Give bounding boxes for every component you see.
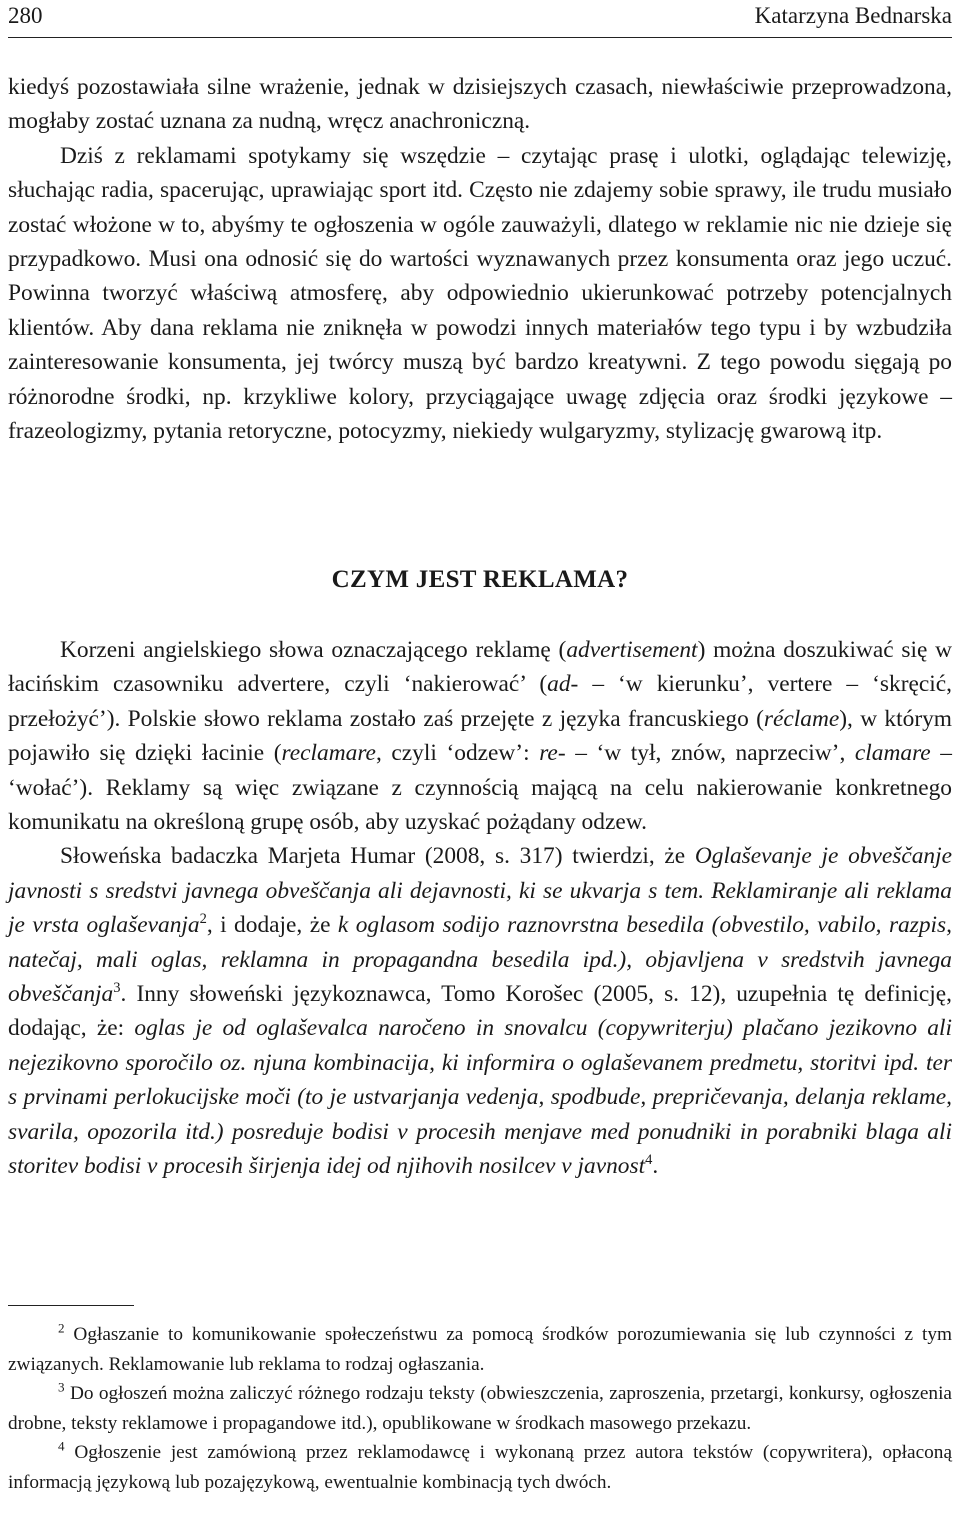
page-number: 280 xyxy=(8,3,43,28)
italic-term: reclamare xyxy=(281,740,376,767)
footnote xyxy=(8,1438,952,1497)
text-run: . xyxy=(652,1153,659,1180)
header-rule xyxy=(8,37,952,38)
paragraph: Dziś z reklamami spotykamy się wszędzie – czytając prasę i ulotki, oglądając telewizję, słuchając radia, spacerując, uprawiając sport itd. Często nie zdajemy sobie sprawy, ile trudu musiało zostać włożone w to, abyśmy te ogłoszenia w ogóle zauważyli, dlatego w reklamie nic nie dzieje się przypadkowo. Musi ona odnosić się do wartości wyznawanych przez konsumenta oraz jego uczuć. Powinna tworzyć właściwą atmosferę, aby odpowiednio ukierunkować potrzeby potencjalnych klientów. Aby dana reklama nie zniknęła w powodzi innych materiałów tego typu i by wzbudziła zainteresowanie konsumenta, jej twórcy muszą być bardzo kreatywni. Z tego powodu sięgają po różnorodne środki, np. krzykliwe kolory, przyciągające uwagę zdjęcia oraz środki językowe – frazeologizmy, pytania retoryczne, potocyzmy, niekiedy wulgaryzmy, stylizację gwarową itp. xyxy=(8,142,952,445)
paragraph xyxy=(8,839,952,1183)
text-run: – ‘w tył, znów, naprzeciw’, xyxy=(565,740,855,767)
text-run: , czyli ‘odzew’: xyxy=(375,740,540,767)
italic-term: ad- xyxy=(547,671,579,698)
footnote-number: 3 xyxy=(58,1379,65,1395)
footnote-ref: 3 xyxy=(113,980,121,997)
italic-term: clamare xyxy=(854,740,931,767)
text-run: – ‘wołać’). Reklamy są więc związane z czynnością mającą na celu nakierowanie konkretnego komunikatu na określoną grupę osób, aby uzyskać pożądany odzew. xyxy=(8,740,952,836)
paragraph: kiedyś pozostawiała silne wrażenie, jednak w dzisiejszych czasach, niewłaściwie przeprowadzona, mogłaby zostać uznana za nudną, wręcz anachroniczną. xyxy=(8,74,952,135)
italic-quote: Oglaševanje je obveščanje javnosti s sredstvi javnega obveščanja ali dejavnosti, ki se ukvarja s tem. Reklamiranje ali reklama je vrsta oglaševanja xyxy=(8,843,952,939)
body-text-intro xyxy=(8,70,952,448)
footnote-rule xyxy=(8,1305,134,1306)
footnote-number: 4 xyxy=(58,1438,65,1454)
text-run: ), w którym pojawiło się dzięki łacinie ( xyxy=(8,705,952,767)
running-head-author: Katarzyna Bednarska xyxy=(754,3,952,28)
text-run: Korzeni angielskiego słowa oznaczającego reklamę ( xyxy=(60,637,567,663)
text-run: . Inny słoweński językoznawca, Tomo Korošec (2005, s. 12), uzupełnia tę definicję, dodając, że: xyxy=(8,981,952,1042)
text-run: – ‘w kierunku’, vertere – ‘skręcić, przełożyć’). Polskie słowo reklama zostało zaś przejęte z języka francuskiego ( xyxy=(8,671,952,732)
footnotes xyxy=(8,1320,952,1498)
paragraph xyxy=(8,633,952,839)
page-header xyxy=(8,0,952,36)
footnote-text: Ogłoszenie jest zamówioną przez reklamodawcę i wykonaną przez autora tekstów (copywritera), opłaconą informacją językową lub pozajęzykową, ewentualnie kombinacją tych dwóch. xyxy=(8,1442,952,1493)
italic-term: advertisement xyxy=(566,637,698,663)
footnote xyxy=(8,1320,952,1379)
footnote-text: Do ogłoszeń można zaliczyć różnego rodzaju teksty (obwieszczenia, zaproszenia, przetargi, konkursy, ogłoszenia drobne, teksty reklamowe i propagandowe itd.), opublikowane w środkach masowego przekazu. xyxy=(8,1383,952,1434)
italic-quote: oglas je od oglaševalca naročeno in snovalcu (copywriterju) plačano jezikovno ali nejezikovno sporočilo oz. njuna kombinacija, ki informira o oglaševanem predmetu, storitvi ipd. ter s prvinami perlokucijske moči (to je ustvarjanja vedenja, spodbude, prepričevanja, delanja reklame, svarila, opozorila itd.) posreduje bodisi v procesih menjave med ponudniki in porabniki blaga ali storitev bodisi v procesih širjenja idej od njihovih nosilcev v javnost xyxy=(8,1015,952,1180)
body-text-section xyxy=(8,633,952,1184)
footnote-ref: 4 xyxy=(645,1152,653,1169)
footnote-text: Ogłaszanie to komunikowanie społeczeństwu za pomocą środków porozumiewania się lub czynności z tym związanych. Reklamowanie lub reklama to rodzaj ogłaszania. xyxy=(8,1324,952,1375)
italic-quote: k oglasom sodijo raznovrstna besedila (obvestilo, vabilo, razpis, natečaj, mali oglas, reklamna in propagandna besedila ipd.), objavljena v sredstvih javnega obveščanja xyxy=(8,912,952,1008)
footnote-number: 2 xyxy=(58,1320,65,1336)
text-run: ) można doszukiwać się w łacińskim czasowniku advertere, czyli ‘nakierować’ ( xyxy=(8,637,953,698)
text-run: Słoweńska badaczka Marjeta Humar (2008, s. 317) twierdzi, że xyxy=(60,843,695,870)
italic-term: re- xyxy=(539,740,566,767)
footnote-ref: 2 xyxy=(199,911,207,928)
section-heading: CZYM JEST REKLAMA? xyxy=(331,566,629,593)
text-run: , i dodaje, że xyxy=(206,912,338,939)
italic-term: réclame xyxy=(763,705,840,732)
footnote xyxy=(8,1379,952,1438)
